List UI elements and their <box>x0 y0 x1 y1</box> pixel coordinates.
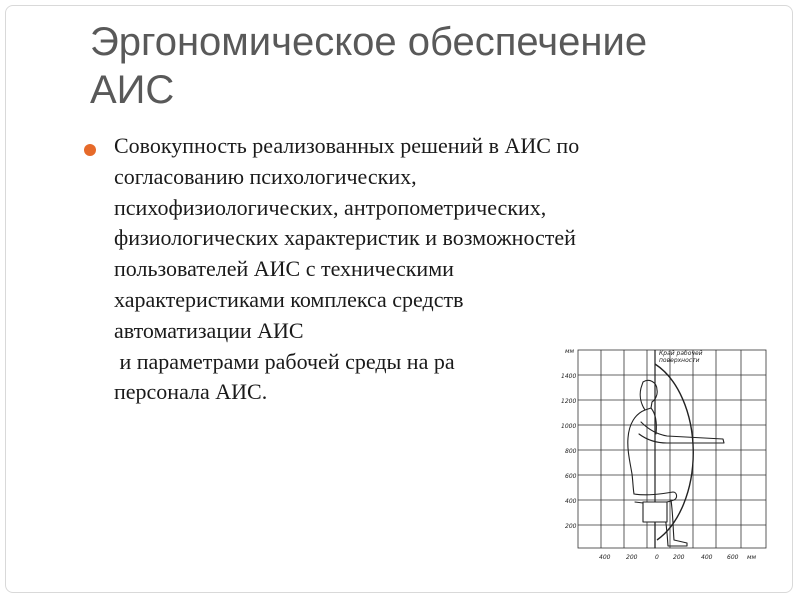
y-tick-label: 1400 <box>561 373 577 380</box>
ergonomic-reach-figure <box>535 342 780 582</box>
x-tick-label: 400 <box>599 554 611 561</box>
reach-diagram <box>535 342 780 582</box>
x-tick-label: 0 <box>655 554 659 561</box>
body-line: автоматизации АИС <box>114 317 304 343</box>
x-unit-label: мм <box>747 554 757 561</box>
x-tick-label: 200 <box>626 554 638 561</box>
body-line: Совокупность реализованных решений в АИС по <box>114 133 580 158</box>
y-unit-label: мм <box>565 348 575 355</box>
title-line-1: Эргономическое обеспечение <box>90 20 648 64</box>
body-line: характеристиками комплекса средств <box>114 286 464 312</box>
slide-title <box>90 18 730 114</box>
curve-label-line-1: Край рабочей <box>659 350 703 357</box>
x-tick-label: 600 <box>727 554 739 561</box>
curve-label-line-2: поверхности <box>659 357 700 364</box>
body-line: психофизиологических, антропометрических, <box>114 194 547 220</box>
body-line: пользователей АИС с техническими <box>114 256 454 282</box>
y-tick-label: 1200 <box>561 398 577 405</box>
body-line: согласованию психологических, <box>114 163 417 189</box>
title-line-2: АИС <box>90 68 175 112</box>
y-tick-label: 200 <box>565 523 577 530</box>
x-tick-label: 400 <box>701 554 713 561</box>
x-tick-label: 200 <box>673 554 685 561</box>
body-line: физиологических характеристик и возможностей <box>114 225 576 251</box>
y-tick-label: 800 <box>565 448 577 455</box>
y-tick-label: 400 <box>565 498 577 505</box>
y-tick-label: 600 <box>565 473 577 480</box>
y-tick-label: 1000 <box>561 423 577 430</box>
body-line: персонала АИС. <box>114 379 268 405</box>
body-line: и параметрами рабочей среды на ра <box>114 348 455 374</box>
bullet-icon <box>84 144 96 156</box>
